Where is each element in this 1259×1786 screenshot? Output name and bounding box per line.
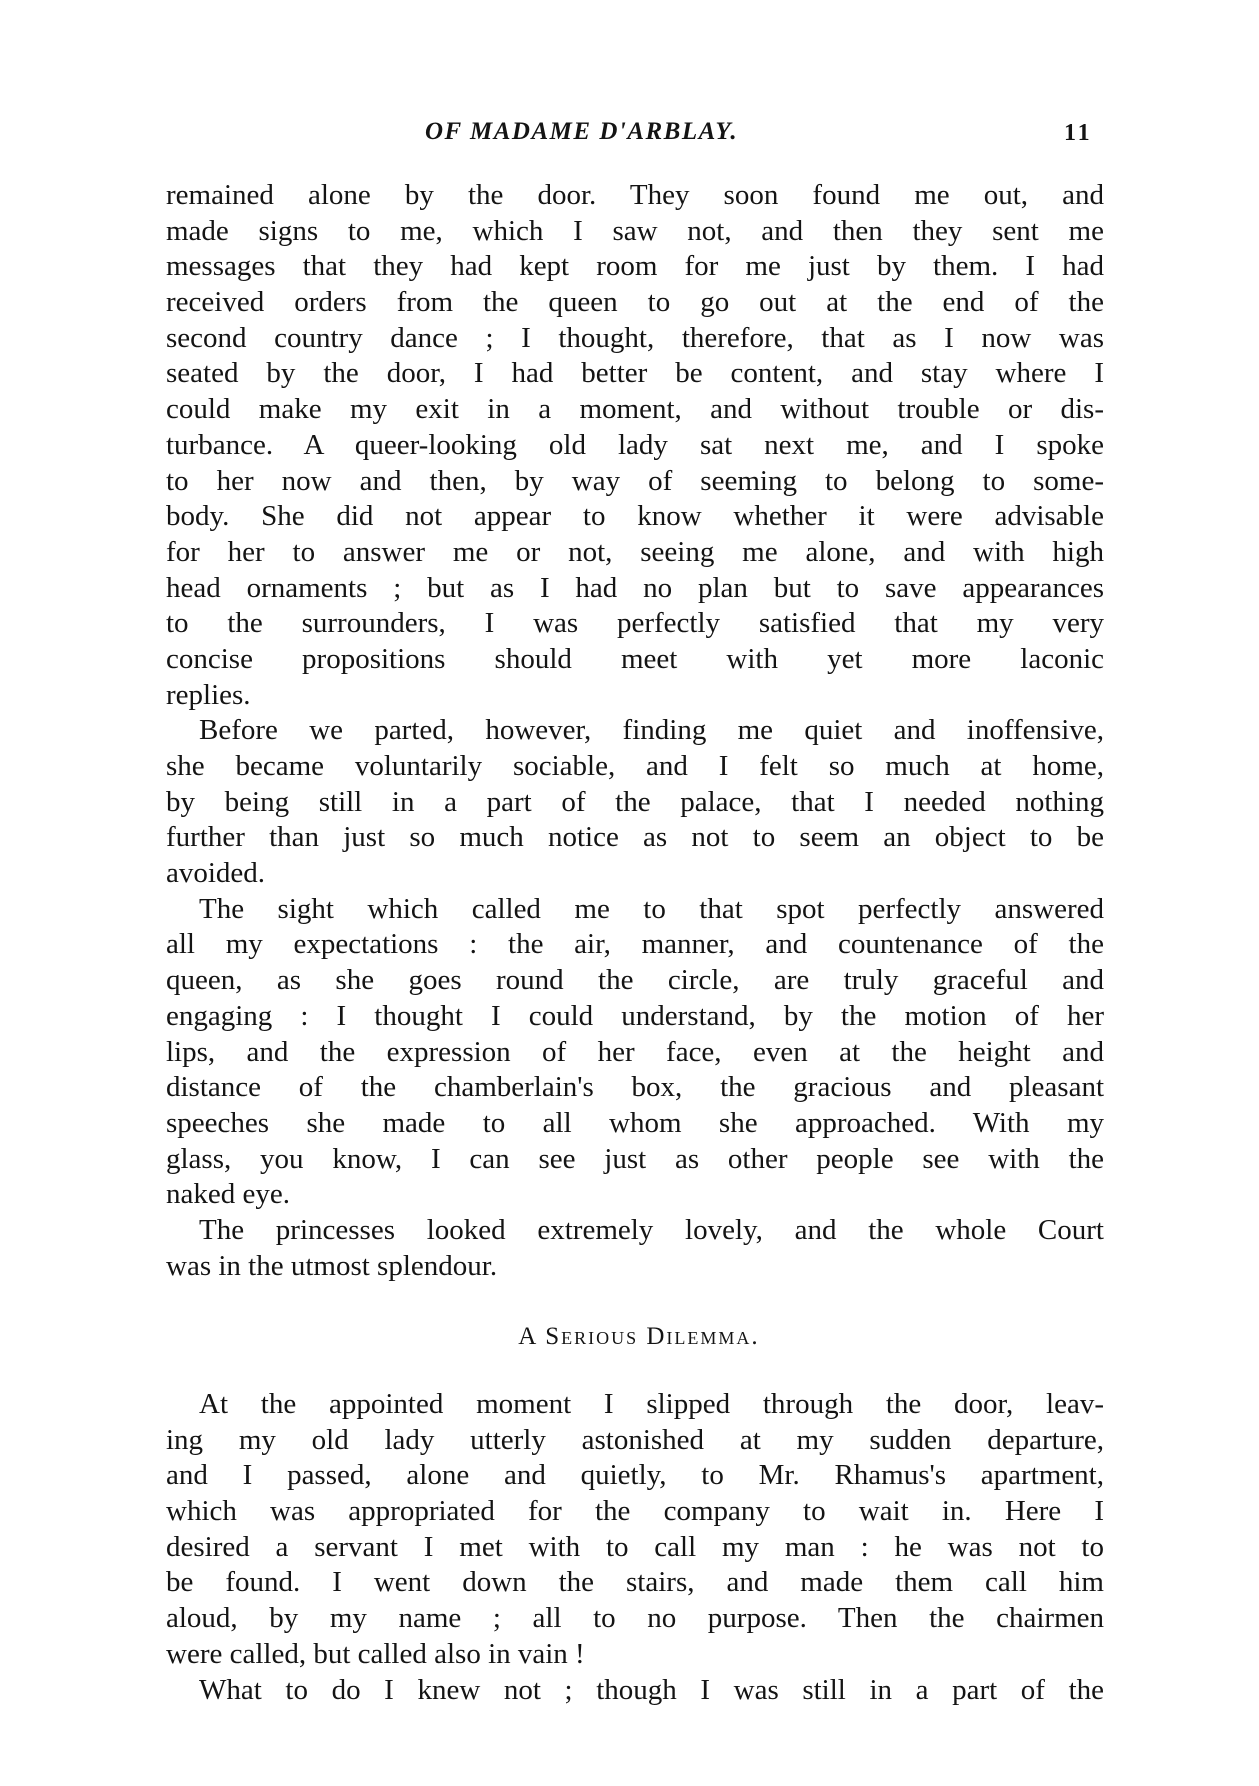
text-line: What to do I knew not ; though I was still in a part of the	[199, 1673, 1104, 1706]
text-line: second country dance ; I thought, therefore, that as I now was	[166, 321, 1104, 354]
text-line: turbance. A queer-looking old lady sat next me, and I spoke	[166, 428, 1104, 461]
text-line: were called, but called also in vain !	[166, 1637, 585, 1670]
text-line: lips, and the expression of her face, even at the height and	[166, 1035, 1104, 1068]
text-line: she became voluntarily sociable, and I felt so much at home,	[166, 750, 1104, 782]
text-line: head ornaments ; but as I had no plan but to save appearances	[166, 571, 1104, 604]
paragraph	[166, 892, 1104, 1213]
text-line: be found. I went down the stairs, and made them call him	[166, 1566, 1104, 1599]
text-line: to the surrounders, I was perfectly satisfied that my very	[166, 607, 1104, 640]
text-line: The princesses looked extremely lovely, and the whole Court	[199, 1213, 1104, 1246]
text-line: At the appointed moment I slipped through the door, leav-	[199, 1388, 1104, 1420]
paragraph	[166, 713, 1104, 891]
text-line: could make my exit in a moment, and without trouble or dis-	[166, 393, 1104, 426]
text-line: queen, as she goes round the circle, are truly graceful and	[166, 964, 1104, 997]
text-line: to her now and then, by way of seeming to belong to some-	[166, 464, 1104, 497]
running-title: OF MADAME D'ARBLAY.	[425, 118, 739, 145]
text-line: naked eye.	[166, 1178, 290, 1211]
text-line: speeches she made to all whom she approached. With my	[166, 1106, 1104, 1139]
text-line: messages that they had kept room for me just by them. I had	[166, 250, 1104, 283]
text-line: ing my old lady utterly astonished at my sudden departure,	[166, 1423, 1104, 1456]
text-line: concise propositions should meet with yet more laconic	[166, 642, 1104, 675]
paragraph	[166, 1213, 1104, 1284]
running-head	[0, 118, 1259, 158]
text-line: aloud, by my name ; all to no purpose. Then the chairmen	[166, 1602, 1104, 1635]
paragraph	[166, 178, 1104, 713]
text-line: avoided.	[166, 857, 266, 890]
text-line: made signs to me, which I saw not, and then they sent me	[166, 214, 1104, 247]
text-line: further than just so much notice as not to seem an object to be	[166, 821, 1104, 854]
text-line: distance of the chamberlain's box, the gracious and pleasant	[166, 1071, 1104, 1104]
text-line: was in the utmost splendour.	[166, 1249, 498, 1282]
text-line: for her to answer me or not, seeing me alone, and with high	[166, 535, 1104, 568]
text-line: The sight which called me to that spot perfectly answered	[199, 892, 1104, 925]
text-line: engaging : I thought I could understand, by the motion of her	[166, 999, 1104, 1032]
text-line: Before we parted, however, finding me quiet and inoffensive,	[199, 714, 1104, 747]
text-line: glass, you know, I can see just as other people see with the	[166, 1142, 1104, 1175]
text-line: body. She did not appear to know whether it were advisable	[166, 500, 1104, 533]
text-line: all my expectations : the air, manner, and countenance of the	[166, 928, 1104, 961]
text-line: received orders from the queen to go out at the end of the	[166, 286, 1104, 319]
paragraph	[166, 1673, 1104, 1709]
text-column	[166, 178, 1104, 1708]
text-line: seated by the door, I had better be content, and stay where I	[166, 357, 1104, 390]
paragraph	[166, 1387, 1104, 1673]
section-heading: A Serious Dilemma.	[518, 1323, 760, 1351]
text-line: which was appropriated for the company to wait in. Here I	[166, 1495, 1104, 1528]
text-line: and I passed, alone and quietly, to Mr. Rhamus's apartment,	[166, 1459, 1104, 1492]
text-line: remained alone by the door. They soon found me out, and	[166, 179, 1104, 211]
text-line: replies.	[166, 678, 251, 711]
page-number: 11	[1064, 120, 1093, 146]
text-line: desired a servant I met with to call my man : he was not to	[166, 1530, 1104, 1563]
text-line: by being still in a part of the palace, that I needed nothing	[166, 785, 1104, 818]
